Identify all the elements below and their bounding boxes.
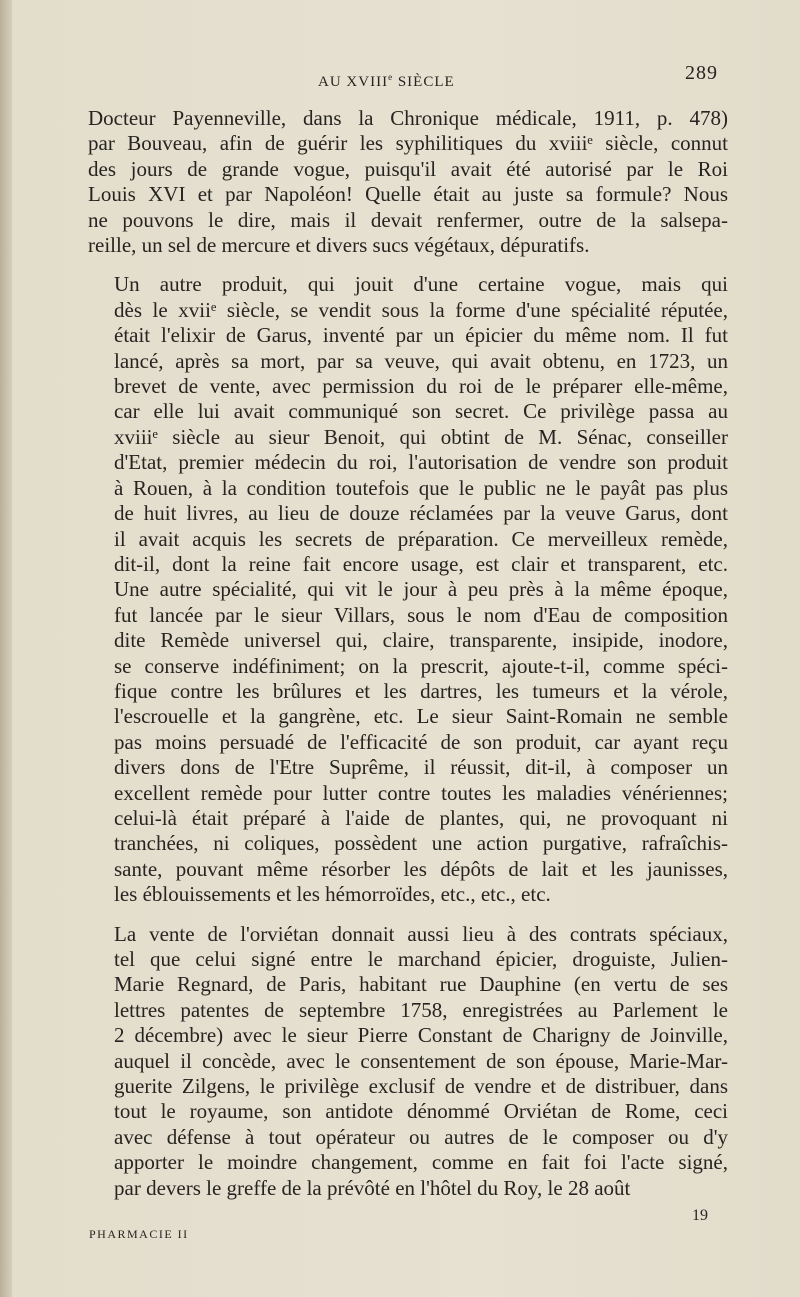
text-line: excellent remède pour lutter contre toutes les maladies vénériennes; [114,780,728,805]
text-line: tout le royaume, son antidote dénommé Orviétan de Rome, ceci [114,1099,728,1124]
text-line: Une autre spécialité, qui vit le jour à peu près à la même époque, [114,577,728,602]
text-line: sante, pouvant même résorber les dépôts de lait et les jaunisses, [114,856,728,881]
text-line: lettres patentes de septembre 1758, enregistrées au Parlement le [114,997,728,1022]
text-line: de huit livres, au lieu de douze réclamées par la veuve Garus, dont [114,501,728,526]
paragraph [88,272,728,907]
text-line: 2 décembre) avec le sieur Pierre Constant de Charigny de Joinville, [114,1023,728,1048]
text-line: dès le xviiᵉ siècle, se vendit sous la forme d'une spécialité réputée, [114,297,728,322]
page-number: 289 [685,62,718,84]
text-line: à Rouen, à la condition toutefois que le public ne le payât pas plus [114,475,728,500]
text-line: par devers le greffe de la prévôté en l'hôtel du Roy, le 28 août [114,1175,631,1200]
text-line: tranchées, ni coliques, possèdent une action purgative, rafraîchis- [114,831,728,856]
text-line: Marie Regnard, de Paris, habitant rue Dauphine (en vertu de ses [114,972,728,997]
paragraph [88,922,728,1201]
text-line: reille, un sel de mercure et divers sucs végétaux, dépuratifs. [88,233,590,258]
text-line: d'Etat, premier médecin du roi, l'autorisation de vendre son produit [114,450,728,475]
text-line: Louis XVI et par Napoléon! Quelle était au juste sa formule? Nous [88,182,728,207]
text-line: fut lancée par le sieur Villars, sous le nom d'Eau de composition [114,602,728,627]
text-line: ne pouvons le dire, mais il devait renfermer, outre de la salsepa- [88,207,728,232]
text-line: La vente de l'orviétan donnait aussi lieu à des contrats spéciaux, [114,921,728,946]
text-line: tel que celui signé entre le marchand épicier, droguiste, Julien- [114,947,728,971]
text-line: dit-il, dont la reine fait encore usage, est clair et transparent, etc. [114,551,728,576]
paragraph [88,106,728,258]
text-line: se conserve indéfiniment; on la prescrit, ajoute-t-il, comme spéci- [114,653,728,678]
text-line: divers dons de l'Etre Suprême, il réussit, dit-il, à composer un [114,755,728,780]
text-line: avec défense à tout opérateur ou autres de le composer ou d'y [114,1124,728,1149]
text-line: apporter le moindre changement, comme en fait foi l'acte signé, [114,1150,728,1175]
text-line: il avait acquis les secrets de préparation. Ce merveilleux remède, [114,526,728,551]
text-line: Docteur Payenneville, dans la Chronique médicale, 1911, p. 478) [88,106,728,130]
text-line: lancé, après sa mort, par sa veuve, qui avait obtenu, en 1723, un [114,348,728,373]
text-line: celui-là était préparé à l'aide de plantes, qui, ne provoquant ni [114,805,728,830]
text-line: dite Remède universel qui, claire, transparente, insipide, inodore, [114,628,728,653]
text-line: était l'elixir de Garus, inventé par un épicier du même nom. Il fut [114,323,728,348]
text-line: pas moins persuadé de l'efficacité de son produit, car ayant reçu [114,729,728,754]
footer-label: PHARMACIE II [89,1227,189,1241]
running-title: AU XVIIIe SIÈCLE [318,72,455,90]
text-line: brevet de vente, avec permission du roi de le préparer elle-même, [114,374,728,399]
body-text [88,106,728,1201]
text-line: Un autre produit, qui jouit d'une certaine vogue, mais qui [114,272,728,297]
text-line: les éblouissements et les hémorroïdes, etc., etc., etc. [114,882,551,907]
text-line: l'escrouelle et la gangrène, etc. Le sieur Saint-Romain ne semble [114,704,728,729]
text-line: car elle lui avait communiqué son secret. Ce privilège passa au [114,399,728,424]
text-line: fique contre les brûlures et les dartres, les tumeurs et la vérole, [114,678,728,703]
text-line: des jours de grande vogue, puisqu'il avait été autorisé par le Roi [88,156,728,181]
page-spine-shadow [0,0,12,1297]
text-line: auquel il concède, avec le consentement de son épouse, Marie-Mar- [114,1048,728,1073]
signature-mark: 19 [692,1207,708,1224]
text-line: xviiiᵉ siècle au sieur Benoit, qui obtint de M. Sénac, conseiller [114,424,728,449]
text-line: guerite Zilgens, le privilège exclusif de vendre et de distribuer, dans [114,1074,728,1099]
text-line: par Bouveau, afin de guérir les syphilitiques du xviiiᵉ siècle, connut [88,131,728,156]
